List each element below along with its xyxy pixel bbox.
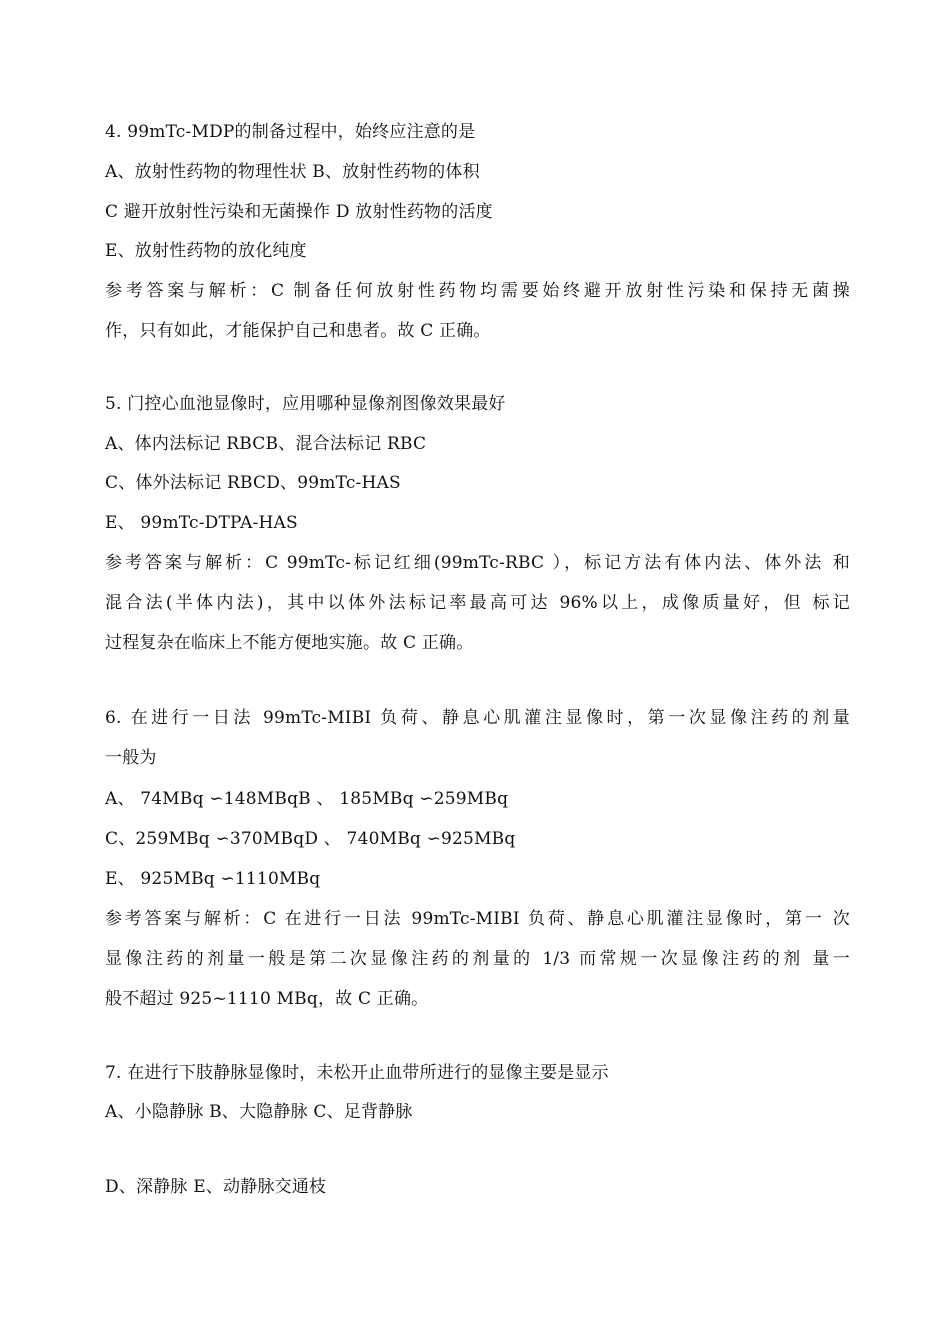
question-7-stem: 7. 在进行下肢静脉显像时，未松开止血带所进行的显像主要是显示 — [105, 1063, 609, 1083]
question-5-analysis-line: 参考答案与解析：C 99mTc-标记红细(99mTc-RBC ），标记方法有体内法、体外法 和 — [105, 553, 850, 573]
question-6-analysis-line: 般不超过 925~1110 MBq，故 C 正确。 — [105, 989, 429, 1009]
question-4-option-line: E、放射性药物的放化纯度 — [105, 241, 307, 261]
question-5-option-line: C、体外法标记 RBCD、99mTc-HAS — [105, 473, 401, 493]
question-7-option-line: A、小隐静脉 B、大隐静脉 C、足背静脉 — [105, 1102, 413, 1122]
question-6-stem: 一般为 — [105, 748, 157, 768]
question-6-analysis-line: 参考答案与解析：C 在进行一日法 99mTc-MIBI 负荷、静息心肌灌注显像时，第一 次 — [105, 909, 850, 929]
question-4-stem: 4. 99mTc-MDP的制备过程中，始终应注意的是 — [105, 122, 476, 142]
question-6-option-line: E、 925MBq ∽1110MBq — [105, 869, 321, 889]
question-6-analysis-line: 显像注药的剂量一般是第二次显像注药的剂量的 1/3 而常规一次显像注药的剂 量一 — [105, 949, 850, 969]
question-5-option-line: A、体内法标记 RBCB、混合法标记 RBC — [105, 434, 427, 454]
question-4-analysis-line: 参考答案与解析：C 制备任何放射性药物均需要始终避开放射性污染和保持无菌操 — [105, 281, 850, 301]
question-5-option-line: E、 99mTc-DTPA-HAS — [105, 513, 298, 533]
question-4-analysis-line: 作，只有如此，才能保护自己和患者。故 C 正确。 — [105, 321, 491, 341]
question-4-option-line: A、放射性药物的物理性状 B、放射性药物的体积 — [105, 162, 480, 182]
question-5-analysis-line: 混合法(半体内法)，其中以体外法标记率最高可达 96%以上，成像质量好，但 标记 — [105, 593, 850, 613]
question-5-analysis-line: 过程复杂在临床上不能方便地实施。故 C 正确。 — [105, 633, 474, 653]
question-6-option-line: A、 74MBq ∽148MBqB 、 185MBq ∽259MBq — [105, 789, 509, 809]
question-4-option-line: C 避开放射性污染和无菌操作 D 放射性药物的活度 — [105, 202, 493, 222]
question-6-stem: 6. 在进行一日法 99mTc-MIBI 负荷、静息心肌灌注显像时，第一次显像注药的剂量 — [105, 708, 850, 728]
question-6-option-line: C、259MBq ∽370MBqD 、 740MBq ∽925MBq — [105, 829, 516, 849]
question-7-option-line: D、深静脉 E、动静脉交通枝 — [105, 1177, 327, 1197]
question-5-stem: 5. 门控心血池显像时，应用哪种显像剂图像效果最好 — [105, 394, 506, 414]
